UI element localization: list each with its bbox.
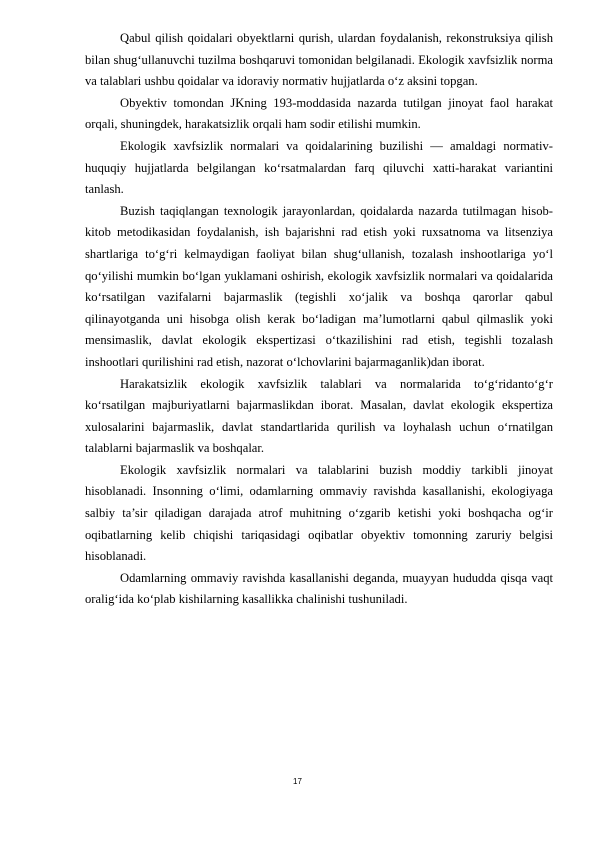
page-number: 17	[293, 777, 302, 786]
paragraph-5: Harakatsizlik ekologik xavfsizlik talablari va normalarida to‘g‘ridanto‘g‘r ko‘rsatilgan majburiyatlarni bajarmaslikdan iborat. Masalan, davlat ekologik ekspertiza xulosalarini bajarmaslik, davlat standartlarida qurilish va loyhalash uchun o‘rnatilgan talablarni bajarmaslik va boshqalar.	[85, 376, 553, 456]
paragraph-7: Odamlarning ommaviy ravishda kasallanishi deganda, muayyan hududda qisqa vaqt oralig‘ida ko‘plab kishilarning kasallikka chalinishi tushuniladi.	[85, 570, 553, 607]
paragraph-4: Buzish taqiqlangan texnologik jarayonlardan, qoidalarda nazarda tutilmagan hisob-kitob metodikasidan foydalanish, ish bajarishni rad etish yoki ruxsatnoma va litsenziya shartlariga to‘g‘ri kelmaydigan faoliyat bilan shug‘ullanish, tozalash inshootlariga yo‘l qo‘yilishi mumkin bo‘lgan yuklamani oshirish, ekologik xavfsizlik normalari va qoidalarida ko‘rsatilgan vazifalarni bajarmaslik (tegishli xo‘jalik va boshqa qarorlar qabul qilinayotganda uni hisobga olish kerak bo‘ladigan ma’lumotlarni qabul qilmaslik yoki mensimaslik, davlat ekologik ekspertizasi o‘tkazilishini rad etish, tegishli tozalash inshootlari qurilishini rad etish, nazorat o‘lchovlarini bajarmaganlik)dan iborat.	[85, 203, 553, 369]
paragraph-6: Ekologik xavfsizlik normalari va talablarini buzish moddiy tarkibli jinoyat hisoblanadi. Insonning o‘limi, odamlarning ommaviy ravishda kasallanishi, ekologiyaga salbiy ta’sir qiladigan darajada atrof muhitning o‘zgarib ketishi yoki boshqacha og‘ir oqibatlarning kelib chiqishi tariqasidagi oqibatlar obyektiv tomonning zaruriy belgisi hisoblanadi.	[85, 462, 553, 564]
paragraph-2: Obyektiv tomondan JKning 193-moddasida nazarda tutilgan jinoyat faol harakat orqali, shuningdek, harakatsizlik orqali ham sodir etilishi mumkin.	[85, 95, 553, 132]
document-body	[85, 28, 553, 611]
paragraph-3: Ekologik xavfsizlik normalari va qoidalarining buzilishi — amaldagi normativ-huquqiy hujjatlarda belgilangan ko‘rsatmalardan farq qiluvchi xatti-harakat variantini tanlash.	[85, 138, 553, 197]
paragraph-1: Qabul qilish qoidalari obyektlarni qurish, ulardan foydalanish, rekonstruksiya qilish bilan shug‘ullanuvchi tuzilma boshqaruvi tomonidan belgilanadi. Ekologik xavfsizlik norma va talablari ushbu qoidalar va idoraviy normativ hujjatlarda o‘z aksini topgan.	[85, 31, 553, 89]
